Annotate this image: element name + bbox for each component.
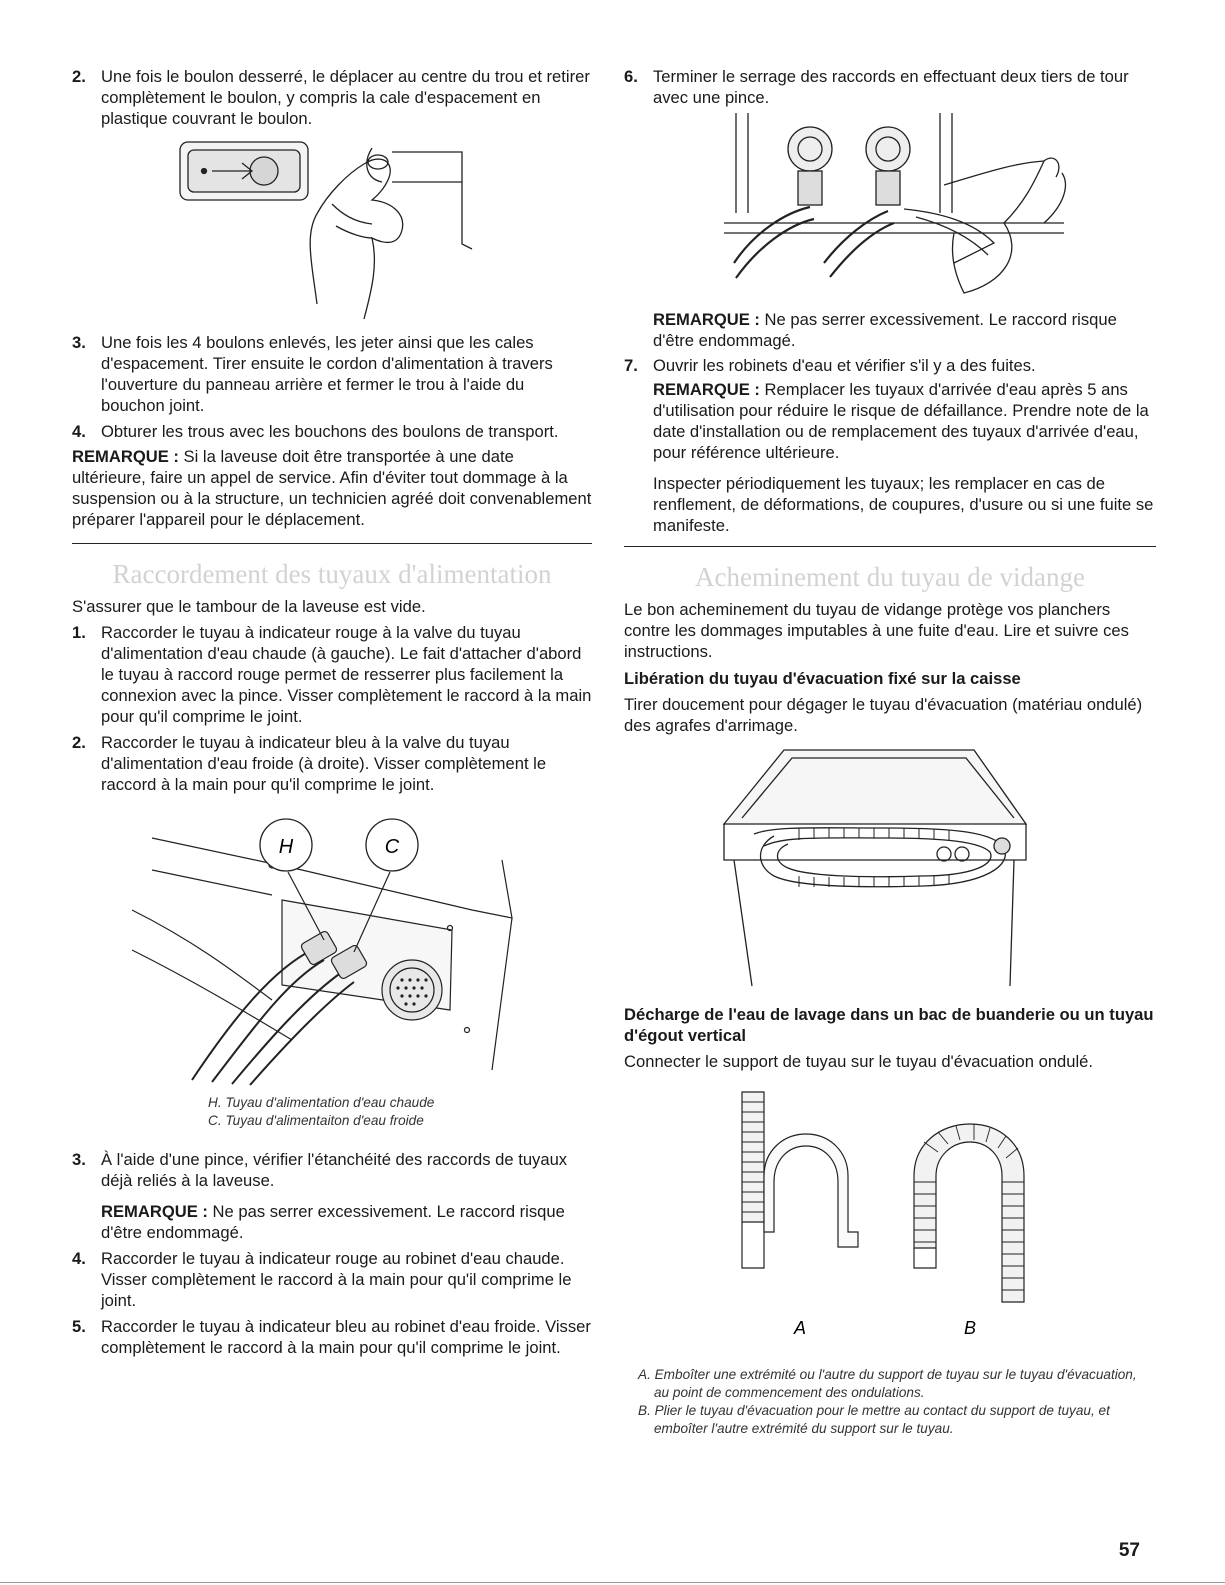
section-divider: [72, 543, 592, 544]
remark-text: Si la laveuse doit être transportée à une date ultérieure, faire un appel de service. Afin d'éviter tout dommage à la suspension ou à la structure, un technicien agréé doit convenablement préparer l'appareil pour le déplacement.: [72, 447, 592, 529]
step-hot-faucet: [72, 1248, 592, 1311]
subhead-discharge: Décharge de l'eau de lavage dans un bac de buanderie ou un tuyau d'égout vertical: [624, 1005, 1154, 1045]
step-cold-hose: [72, 732, 592, 795]
left-column: [72, 66, 592, 1363]
caption-b: B. Plier le tuyau d'évacuation pour le mettre au contact du support de tuyau, et emboîter l'autre extrémité du support sur le tuyau.: [638, 1403, 1110, 1436]
remark-label: REMARQUE :: [101, 1202, 208, 1221]
caption-hot-hose: H. Tuyau d'alimentation d'eau chaude: [208, 1095, 435, 1110]
cold-label: C: [384, 836, 400, 858]
remark-text: Ne pas serrer excessivement. Le raccord risque d'être endommagé.: [653, 310, 1117, 350]
step-number: 1.: [72, 623, 86, 642]
remark-label: REMARQUE :: [72, 447, 179, 466]
step-number: 4.: [72, 1249, 86, 1268]
remark-transport: [72, 446, 592, 530]
subhead-release-hose: Libération du tuyau d'évacuation fixé sur la caisse: [624, 669, 1021, 688]
label-a: A: [793, 1318, 807, 1338]
hose-support-illustration: [624, 1072, 1156, 1352]
remark-label: REMARQUE :: [653, 310, 760, 329]
step-number: 3.: [72, 333, 86, 352]
step-text: Ouvrir les robinets d'eau et vérifier s'il y a des fuites.: [653, 356, 1036, 375]
step-number: 6.: [624, 67, 638, 86]
remark-overtighten: [101, 1201, 592, 1243]
pliers-tighten-illustration: [624, 113, 1156, 305]
step-text: Raccorder le tuyau à indicateur bleu au robinet d'eau froide. Visser complètement le raccord à la main pour qu'il comprime le joint.: [101, 1317, 591, 1357]
step-text: Raccorder le tuyau à indicateur rouge au robinet d'eau chaude. Visser complètement le raccord à la main pour qu'il comprime le joint.: [101, 1249, 572, 1310]
step-remove-bolt: [72, 66, 592, 129]
right-column: [624, 66, 1156, 1438]
bolt-removal-illustration: [72, 134, 592, 324]
remark-text: Remplacer les tuyaux d'arrivée d'eau après 5 ans d'utilisation pour réduire le risque de défaillance. Prendre note de la date d'installation ou de remplacement des tuyaux d'arrivée d'eau, pour référence ultérieure.: [653, 380, 1149, 462]
step-text: Terminer le serrage des raccords en effectuant deux tiers de tour avec une pince.: [653, 67, 1129, 107]
step-number: 2.: [72, 67, 86, 86]
caption-a: A. Emboîter une extrémité ou l'autre du support de tuyau sur le tuyau d'évacuation, au point de commencement des ondulations.: [638, 1367, 1137, 1400]
remark-label: REMARQUE :: [653, 380, 760, 399]
remark-replace-hoses: [653, 379, 1156, 463]
section-title-supply-hoses: Raccordement des tuyaux d'alimentation: [112, 559, 552, 589]
step-number: 4.: [72, 422, 86, 441]
step-cold-faucet: [72, 1316, 592, 1358]
release-hose-text: Tirer doucement pour dégager le tuyau d'évacuation (matériau ondulé) des agrafes d'arrimage.: [624, 695, 1143, 735]
bottom-edge-line: [0, 1582, 1225, 1583]
page-number: 57: [1118, 1540, 1140, 1561]
step-number: 5.: [72, 1317, 86, 1336]
step-number: 3.: [72, 1150, 86, 1169]
step-text: Obturer les trous avec les bouchons des boulons de transport.: [101, 422, 559, 441]
step-text: Une fois le boulon desserré, le déplacer au centre du trou et retirer complètement le boulon, y compris la cale d'espacement en plastique couvrant le boulon.: [101, 67, 590, 128]
remark-step6: [624, 309, 1156, 351]
section-divider: [624, 546, 1156, 547]
discharge-text: Connecter le support de tuyau sur le tuyau d'évacuation ondulé.: [624, 1052, 1094, 1071]
inspect-hoses-text: Inspecter périodiquement les tuyaux; les remplacer en cas de renflement, de déformations, de coupures, d'usure ou si une fuite se manifeste.: [653, 474, 1154, 535]
step-text: Une fois les 4 boulons enlevés, les jeter ainsi que les cales d'espacement. Tirer ensuite le cordon d'alimentation à travers l'ouverture du panneau arrière et fermer le trou à l'aide du bouchon joint.: [101, 333, 553, 415]
step-hot-hose: [72, 622, 592, 727]
drain-intro: Le bon acheminement du tuyau de vidange protège vos planchers contre les dommages imputables à une fuite d'eau. Lire et suivre ces instructions.: [624, 600, 1129, 661]
caption-cold-hose: C. Tuyau d'alimentaiton d'eau froide: [208, 1113, 424, 1128]
label-b: B: [963, 1318, 977, 1338]
step-plug-holes: [72, 421, 592, 442]
supply-hoses-illustration: [72, 800, 592, 1088]
step-text: Raccorder le tuyau à indicateur rouge à la valve du tuyau d'alimentation d'eau chaude (à gauche). Le fait d'attacher d'abord le tuyau à raccord rouge permet de resserrer plus facilement la connexion avec la pince. Visser complètement le raccord à la main pour qu'il comprime le joint.: [101, 623, 592, 726]
step-discard-bolts: [72, 332, 592, 416]
section-title-drain-hose: Acheminement du tuyau de vidange: [695, 562, 1085, 592]
step-text: Raccorder le tuyau à indicateur bleu à la valve du tuyau d'alimentation d'eau froide (à droite). Visser complètement le raccord à la main pour qu'il comprime le joint.: [101, 733, 547, 794]
step-open-faucets: [624, 355, 1156, 536]
step-number: 2.: [72, 733, 86, 752]
step-number: 7.: [624, 356, 638, 375]
hot-label: H: [278, 836, 294, 858]
step-final-tighten: [624, 66, 1156, 108]
step-check-tightness: [72, 1149, 592, 1243]
remark-text: Ne pas serrer excessivement. Le raccord risque d'être endommagé.: [101, 1202, 565, 1242]
section-intro: S'assurer que le tambour de la laveuse est vide.: [72, 597, 426, 616]
step-text: À l'aide d'une pince, vérifier l'étanchéité des raccords de tuyaux déjà reliés à la laveuse.: [101, 1150, 568, 1190]
washer-drain-hose-illustration: [624, 736, 1156, 990]
